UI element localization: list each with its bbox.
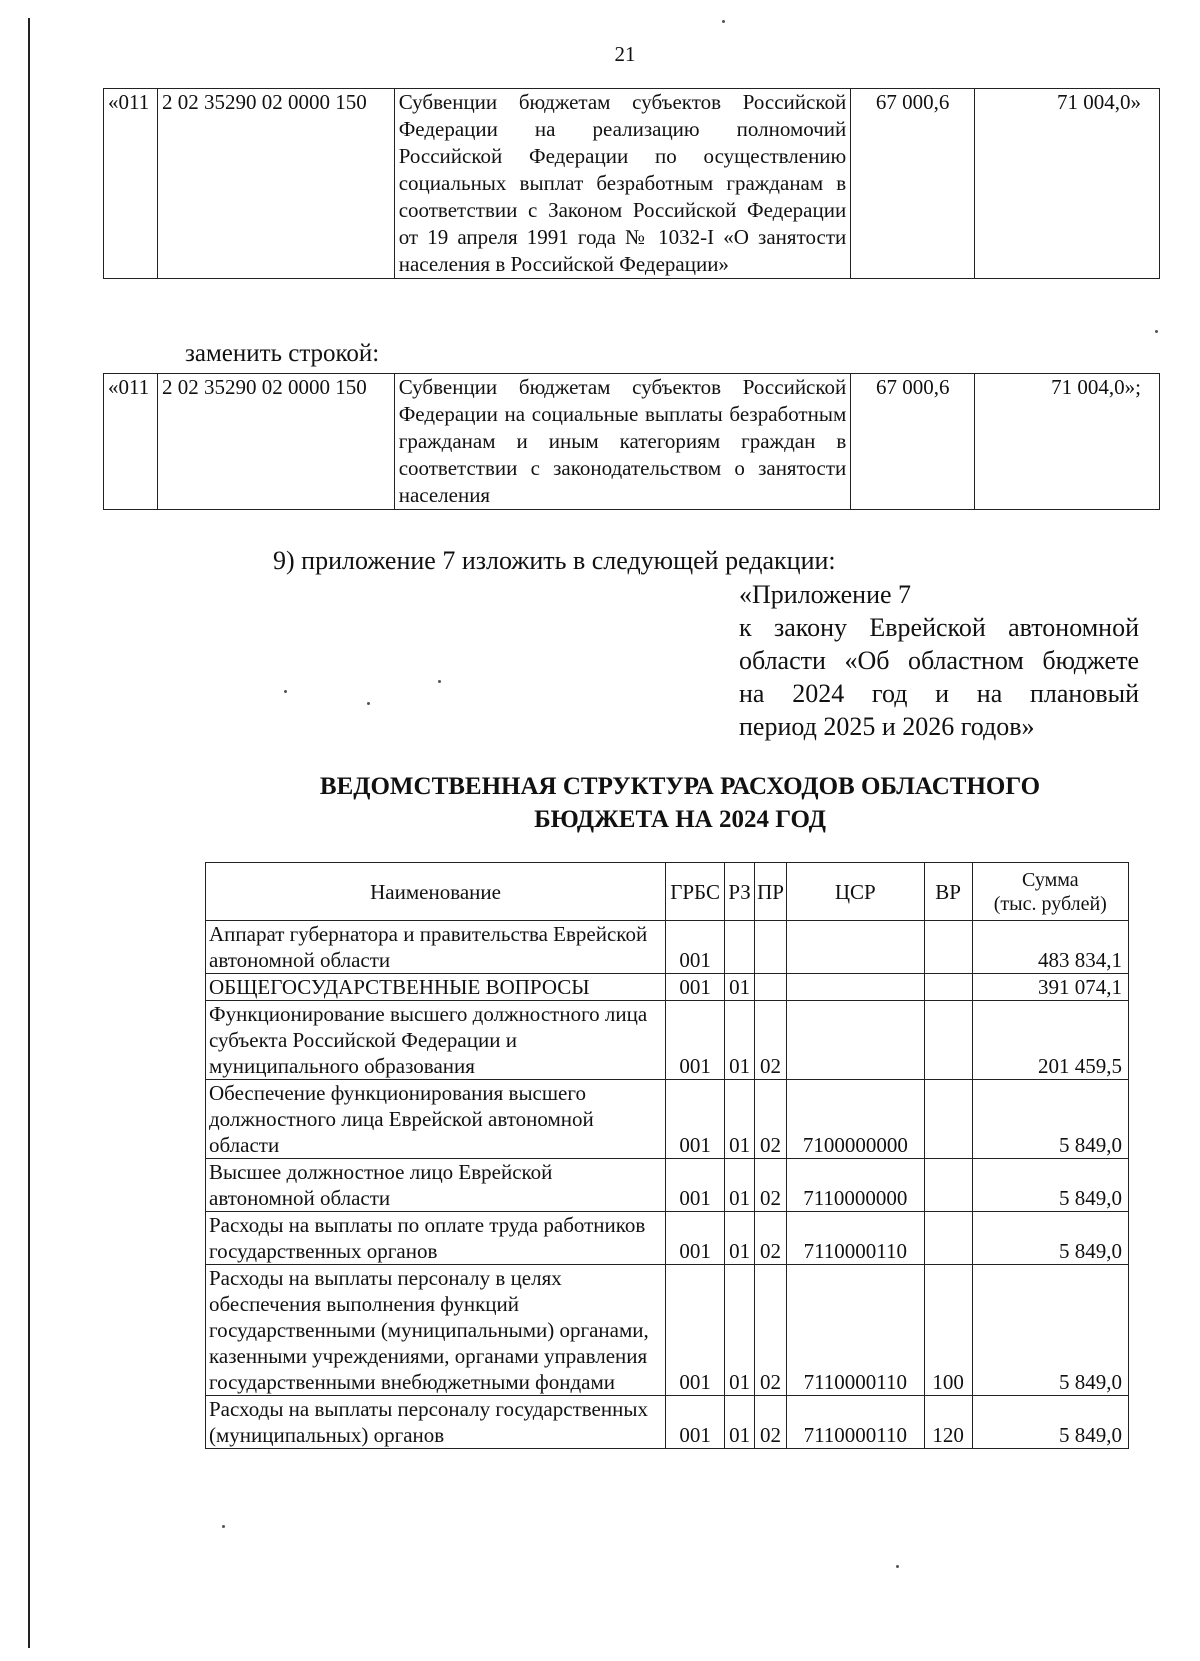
annex-caption — [739, 578, 1139, 743]
cell-vr — [924, 1212, 972, 1265]
scan-speck — [367, 702, 370, 705]
cell-vr: 100 — [924, 1265, 972, 1396]
header-rz: РЗ — [725, 863, 755, 921]
cell-pr: 02 — [755, 1080, 787, 1159]
item-9-instruction: 9) приложение 7 изложить в следующей редакции: — [273, 546, 836, 575]
old-row-sum-2025: 67 000,6 — [851, 89, 975, 279]
scan-speck — [438, 680, 441, 683]
cell-grbs: 001 — [666, 1080, 725, 1159]
header-vr: ВР — [924, 863, 972, 921]
cell-csr: 7110000110 — [786, 1212, 924, 1265]
header-grbs: ГРБС — [666, 863, 725, 921]
table-row — [206, 974, 1129, 1001]
table-row — [206, 1080, 1129, 1159]
cell-sum: 5 849,0 — [972, 1396, 1128, 1449]
header-csr: ЦСР — [786, 863, 924, 921]
old-row-table — [103, 88, 1160, 279]
cell-grbs: 001 — [666, 1265, 725, 1396]
cell-pr: 02 — [755, 1396, 787, 1449]
cell-csr — [786, 1001, 924, 1080]
scan-speck — [722, 20, 725, 23]
header-name: Наименование — [206, 863, 666, 921]
page-number: 21 — [614, 42, 636, 66]
cell-sum: 5 849,0 — [972, 1159, 1128, 1212]
annex-line-2: к закону Еврейской автономной — [739, 613, 1139, 642]
cell-grbs: 001 — [666, 1001, 725, 1080]
annex-line-5: период 2025 и 2026 годов» — [739, 712, 1035, 741]
cell-pr: 02 — [755, 1001, 787, 1080]
header-sum — [972, 863, 1128, 921]
cell-vr — [924, 1080, 972, 1159]
new-row-sum-2026: 71 004,0»; — [975, 374, 1160, 510]
scan-speck — [284, 690, 287, 693]
cell-name: Расходы на выплаты персоналу в целях обеспечения выполнения функций государственными (муниципальными) органами, казенными учреждениями, органами управления государственными внебюджетными фондами — [206, 1265, 666, 1396]
annex-line-4: на 2024 год и на плановый — [739, 679, 1139, 708]
cell-pr — [755, 921, 787, 974]
cell-pr: 02 — [755, 1159, 787, 1212]
cell-csr — [786, 921, 924, 974]
heading-line-1: ВЕДОМСТВЕННАЯ СТРУКТУРА РАСХОДОВ ОБЛАСТНОГО — [319, 773, 1041, 800]
cell-rz: 01 — [725, 1396, 755, 1449]
heading-line-2: БЮДЖЕТА НА 2024 ГОД — [534, 806, 826, 833]
cell-rz: 01 — [725, 1212, 755, 1265]
annex-line-1: «Приложение 7 — [739, 580, 912, 609]
cell-csr: 7110000110 — [786, 1396, 924, 1449]
header-pr: ПР — [755, 863, 787, 921]
table-row — [206, 1212, 1129, 1265]
cell-name: Высшее должностное лицо Еврейской автономной области — [206, 1159, 666, 1212]
cell-csr: 7110000110 — [786, 1265, 924, 1396]
cell-pr: 02 — [755, 1265, 787, 1396]
cell-sum: 5 849,0 — [972, 1080, 1128, 1159]
binding-margin-line — [28, 18, 30, 1648]
cell-sum: 201 459,5 — [972, 1001, 1128, 1080]
cell-rz: 01 — [725, 1159, 755, 1212]
cell-sum: 483 834,1 — [972, 921, 1128, 974]
new-row-name: Субвенции бюджетам субъектов Российской Федерации на социальные выплаты безработным гражданам и иным категориям граждан в соответствии с законодательством о занятости населения — [394, 374, 851, 510]
annex-line-3: области «Об областном бюджете — [739, 646, 1139, 675]
header-sum-line-1: Сумма — [1021, 868, 1079, 891]
cell-vr — [924, 1001, 972, 1080]
scan-speck — [1155, 330, 1158, 333]
new-row-kbk: 2 02 35290 02 0000 150 — [157, 374, 394, 510]
cell-grbs: 001 — [666, 974, 725, 1001]
cell-grbs: 001 — [666, 921, 725, 974]
cell-sum: 391 074,1 — [972, 974, 1128, 1001]
cell-rz: 01 — [725, 974, 755, 1001]
cell-rz: 01 — [725, 1001, 755, 1080]
cell-pr: 02 — [755, 1212, 787, 1265]
cell-pr — [755, 974, 787, 1001]
table-row — [206, 1396, 1129, 1449]
cell-grbs: 001 — [666, 1212, 725, 1265]
cell-name: Расходы на выплаты персоналу государственных (муниципальных) органов — [206, 1396, 666, 1449]
cell-csr: 7110000000 — [786, 1159, 924, 1212]
cell-grbs: 001 — [666, 1396, 725, 1449]
scan-speck — [222, 1525, 225, 1528]
cell-vr — [924, 1159, 972, 1212]
cell-vr — [924, 921, 972, 974]
table-row — [104, 374, 1160, 510]
table-row — [104, 89, 1160, 279]
new-row-sum-2025: 67 000,6 — [851, 374, 975, 510]
table-row — [206, 1001, 1129, 1080]
scan-speck — [896, 1565, 899, 1568]
cell-name: Расходы на выплаты по оплате труда работников государственных органов — [206, 1212, 666, 1265]
cell-csr — [786, 974, 924, 1001]
cell-csr: 7100000000 — [786, 1080, 924, 1159]
old-row-code: «011 — [104, 89, 158, 279]
old-row-sum-2026: 71 004,0» — [975, 89, 1160, 279]
table-header-row — [206, 863, 1129, 921]
table-row — [206, 921, 1129, 974]
replace-label: заменить строкой: — [185, 340, 380, 367]
old-row-name: Субвенции бюджетам субъектов Российской Федерации на реализацию полномочий Российской Федерации по осуществлению социальных выплат безработным гражданам в соответствии с Законом Российской Федерации от 19 апреля 1991 года № 1032-I «О занятости населения в Российской Федерации» — [394, 89, 851, 279]
cell-vr — [924, 974, 972, 1001]
new-row-table — [103, 373, 1160, 510]
old-row-kbk: 2 02 35290 02 0000 150 — [157, 89, 394, 279]
expenditure-table — [205, 862, 1129, 1449]
cell-rz: 01 — [725, 1265, 755, 1396]
cell-name: Функционирование высшего должностного лица субъекта Российской Федерации и муниципального образования — [206, 1001, 666, 1080]
cell-name: Аппарат губернатора и правительства Еврейской автономной области — [206, 921, 666, 974]
cell-rz — [725, 921, 755, 974]
cell-vr: 120 — [924, 1396, 972, 1449]
cell-sum: 5 849,0 — [972, 1265, 1128, 1396]
document-heading — [205, 770, 1155, 836]
header-sum-line-2: (тыс. рублей) — [993, 892, 1107, 915]
cell-sum: 5 849,0 — [972, 1212, 1128, 1265]
table-row — [206, 1265, 1129, 1396]
cell-name: ОБЩЕГОСУДАРСТВЕННЫЕ ВОПРОСЫ — [206, 974, 666, 1001]
table-row — [206, 1159, 1129, 1212]
new-row-code: «011 — [104, 374, 158, 510]
cell-rz: 01 — [725, 1080, 755, 1159]
cell-grbs: 001 — [666, 1159, 725, 1212]
cell-name: Обеспечение функционирования высшего должностного лица Еврейской автономной области — [206, 1080, 666, 1159]
